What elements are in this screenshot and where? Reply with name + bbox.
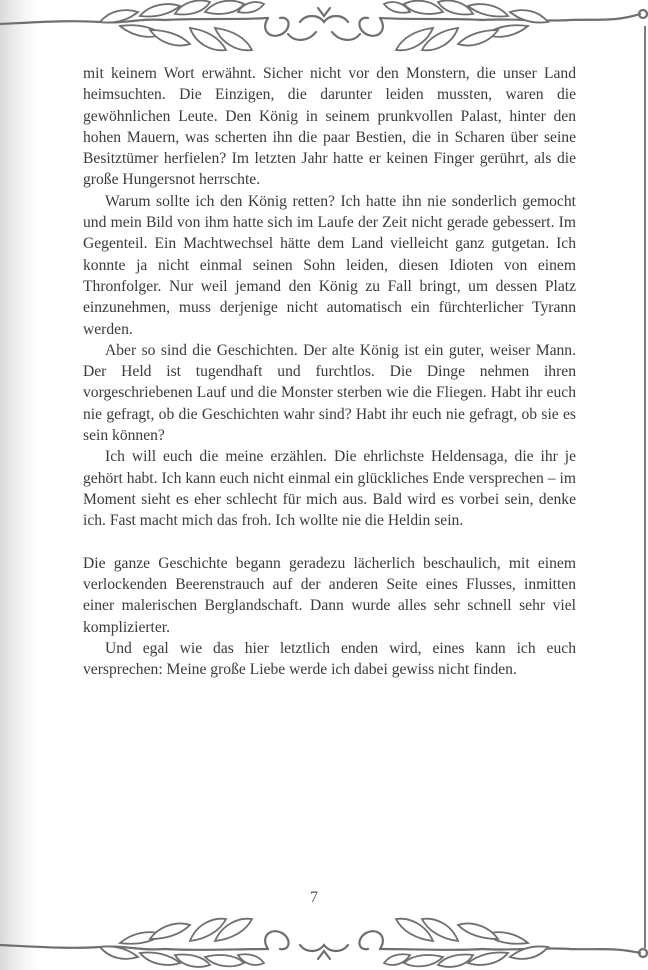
paragraph: Warum sollte ich den König retten? Ich hatte ihn nie sonderlich gemocht und mein Bild von ihm hatte sich im Laufe der Zeit nicht gerade gebessert. Im Gegenteil. Ein Machtwechsel hätte dem Land vielleicht ganz gutgetan. Ich konnte ja nicht einmal seinen Sohn leiden, diesen Idioten von einem Thronfolger. Nur weil jemand den König zu Fall bringt, um dessen Platz einzunehmen, muss derjenige nicht automatisch ein fürchterlicher Tyrann werden. <box>83 192 576 338</box>
bottom-leaf-vine-ornament-icon <box>0 895 648 970</box>
top-leaf-vine-ornament-icon <box>0 0 648 70</box>
paragraph: Die ganze Geschichte begann geradezu lächerlich beschaulich, mit einem verlockenden Beerenstrauch auf der anderen Seite eines Flusses, inmitten einer malerischen Berglandschaft. Dann wurde alles sehr schnell sehr viel komplizierter. <box>83 554 576 636</box>
paragraph: Ich will euch die meine erzählen. Die ehrlichste Heldensaga, die ihr je gehört habt. Ich kann euch nicht einmal ein glückliches Ende versprechen – im Moment sieht es eher schlecht für mich aus. Bald wird es vorbei sein, denke ich. Fast macht mich das froh. Ich wollte nie die Heldin sein. <box>83 448 576 530</box>
body-text <box>83 63 576 681</box>
paragraph: Aber so sind die Geschichten. Der alte König ist ein guter, weiser Mann. Der Held ist tugendhaft und furchtlos. Die Dinge nehmen ihren vorgeschriebenen Lauf und die Monster sterben wie die Fliegen. Habt ihr euch nie gefragt, ob die Geschichten wahr sind? Habt ihr euch nie gefragt, ob sie es sein können? <box>83 341 576 445</box>
paragraph: mit keinem Wort erwähnt. Sicher nicht vor den Monstern, die unser Land heimsuchten. Die Einzigen, die darunter leiden mussten, waren die gewöhnlichen Leute. Den König in seinem prunkvollen Palast, hinter den hohen Mauern, was scherten ihn die paar Bestien, die in Scharen über seine Besitztümer herfielen? Im letzten Jahr hatte er keinen Finger gerührt, als die große Hungersnot herrschte. <box>83 65 576 189</box>
page-border-rule <box>644 26 646 948</box>
page-number: 7 <box>310 889 318 906</box>
paragraph: Und egal wie das hier letztlich enden wird, eines kann ich euch versprechen: Meine große Liebe werde ich dabei gewiss nicht finden. <box>83 640 576 679</box>
